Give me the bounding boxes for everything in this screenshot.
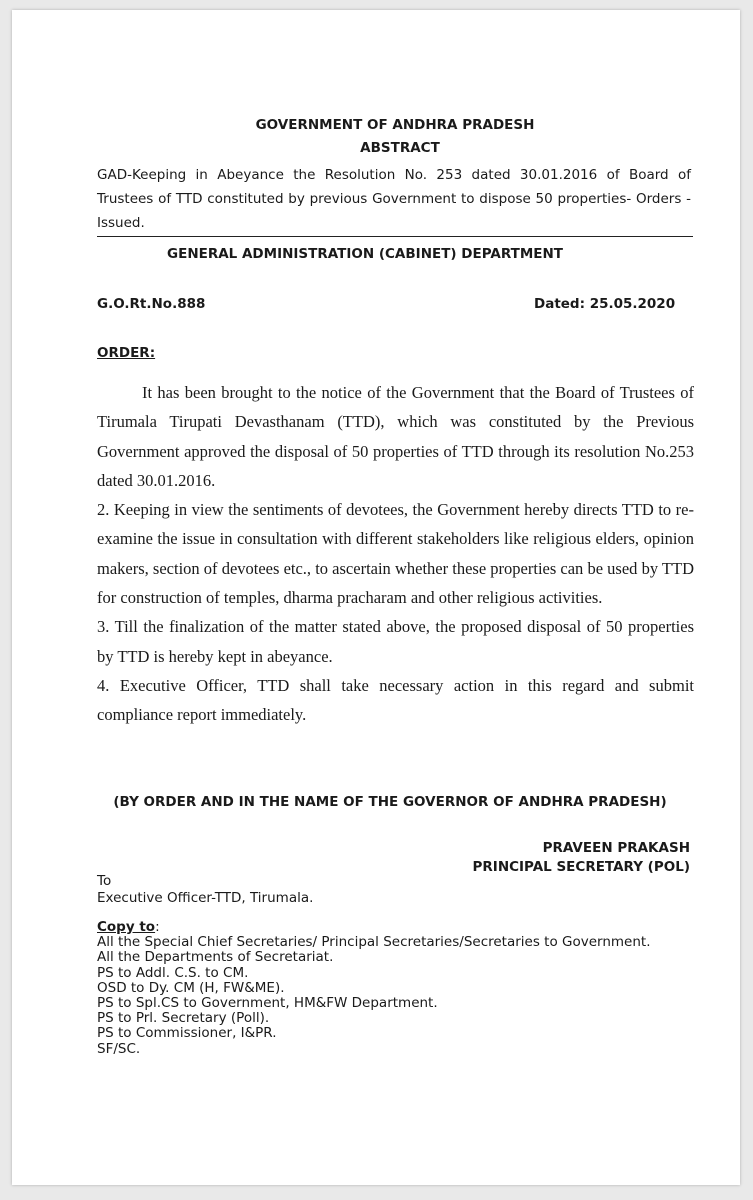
department-heading: GENERAL ADMINISTRATION (CABINET) DEPARTMENT xyxy=(167,246,563,262)
government-heading: GOVERNMENT OF ANDHRA PRADESH xyxy=(255,117,535,133)
order-paragraph-1: It has been brought to the notice of the Government that the Board of Trustees of Tirumala Tirupati Devasthanam (TTD), which was constituted by the Previous Government approved the disposal of 50 properties of TTD through its resolution No.253 dated 30.01.2016. xyxy=(97,383,694,490)
copy-to-heading: Copy to xyxy=(97,919,156,935)
copy-to-block xyxy=(97,920,651,1057)
copy-to-item: PS to Addl. C.S. to CM. xyxy=(97,964,249,981)
order-paragraph-3: 3. Till the finalization of the matter stated above, the proposed disposal of 50 properties by TTD is hereby kept in abeyance. xyxy=(97,617,694,666)
to-label: To xyxy=(97,873,112,889)
to-recipient: Executive Officer-TTD, Tirumala. xyxy=(97,890,314,906)
signatory-name: PRAVEEN PRAKASH xyxy=(542,840,690,856)
to-block xyxy=(97,873,313,907)
copy-to-item: PS to Spl.CS to Government, HM&FW Department. xyxy=(97,995,438,1012)
copy-to-item: OSD to Dy. CM (H, FW&ME). xyxy=(97,979,285,996)
signatory-title: PRINCIPAL SECRETARY (POL) xyxy=(472,859,690,875)
order-paragraph-2: 2. Keeping in view the sentiments of devotees, the Government hereby directs TTD to re-examine the issue in consultation with different stakeholders like religious elders, opinion makers, section of devotees etc., to ascertain whether these properties can be used by TTD for construction of temples, dharma pracharam and other religious activities. xyxy=(97,500,694,608)
copy-to-item: All the Special Chief Secretaries/ Principal Secretaries/Secretaries to Government. xyxy=(97,934,651,951)
copy-to-item: PS to Prl. Secretary (Poll). xyxy=(97,1010,270,1027)
copy-to-colon: : xyxy=(155,919,160,935)
subject-text: GAD-Keeping in Abeyance the Resolution No. 253 dated 30.01.2016 of Board of Trustees of TTD constituted by previous Government to dispose 50 properties- Orders - Issued. xyxy=(97,167,691,231)
copy-to-heading-line xyxy=(97,920,651,935)
copy-to-item: SF/SC. xyxy=(97,1040,141,1057)
order-heading: ORDER: xyxy=(97,345,156,361)
abstract-heading: ABSTRACT xyxy=(360,140,440,156)
signature-block xyxy=(473,839,690,877)
order-body xyxy=(97,378,694,730)
header-divider xyxy=(97,236,693,237)
copy-to-item: PS to Commissioner, I&PR. xyxy=(97,1025,277,1042)
order-date: Dated: 25.05.2020 xyxy=(534,296,676,312)
copy-to-item: All the Departments of Secretariat. xyxy=(97,949,334,966)
order-paragraph-4: 4. Executive Officer, TTD shall take necessary action in this regard and submit compliance report immediately. xyxy=(97,675,694,725)
go-number: G.O.Rt.No.888 xyxy=(97,296,206,312)
by-order-line: (BY ORDER AND IN THE NAME OF THE GOVERNOR OF ANDHRA PRADESH) xyxy=(113,794,667,810)
